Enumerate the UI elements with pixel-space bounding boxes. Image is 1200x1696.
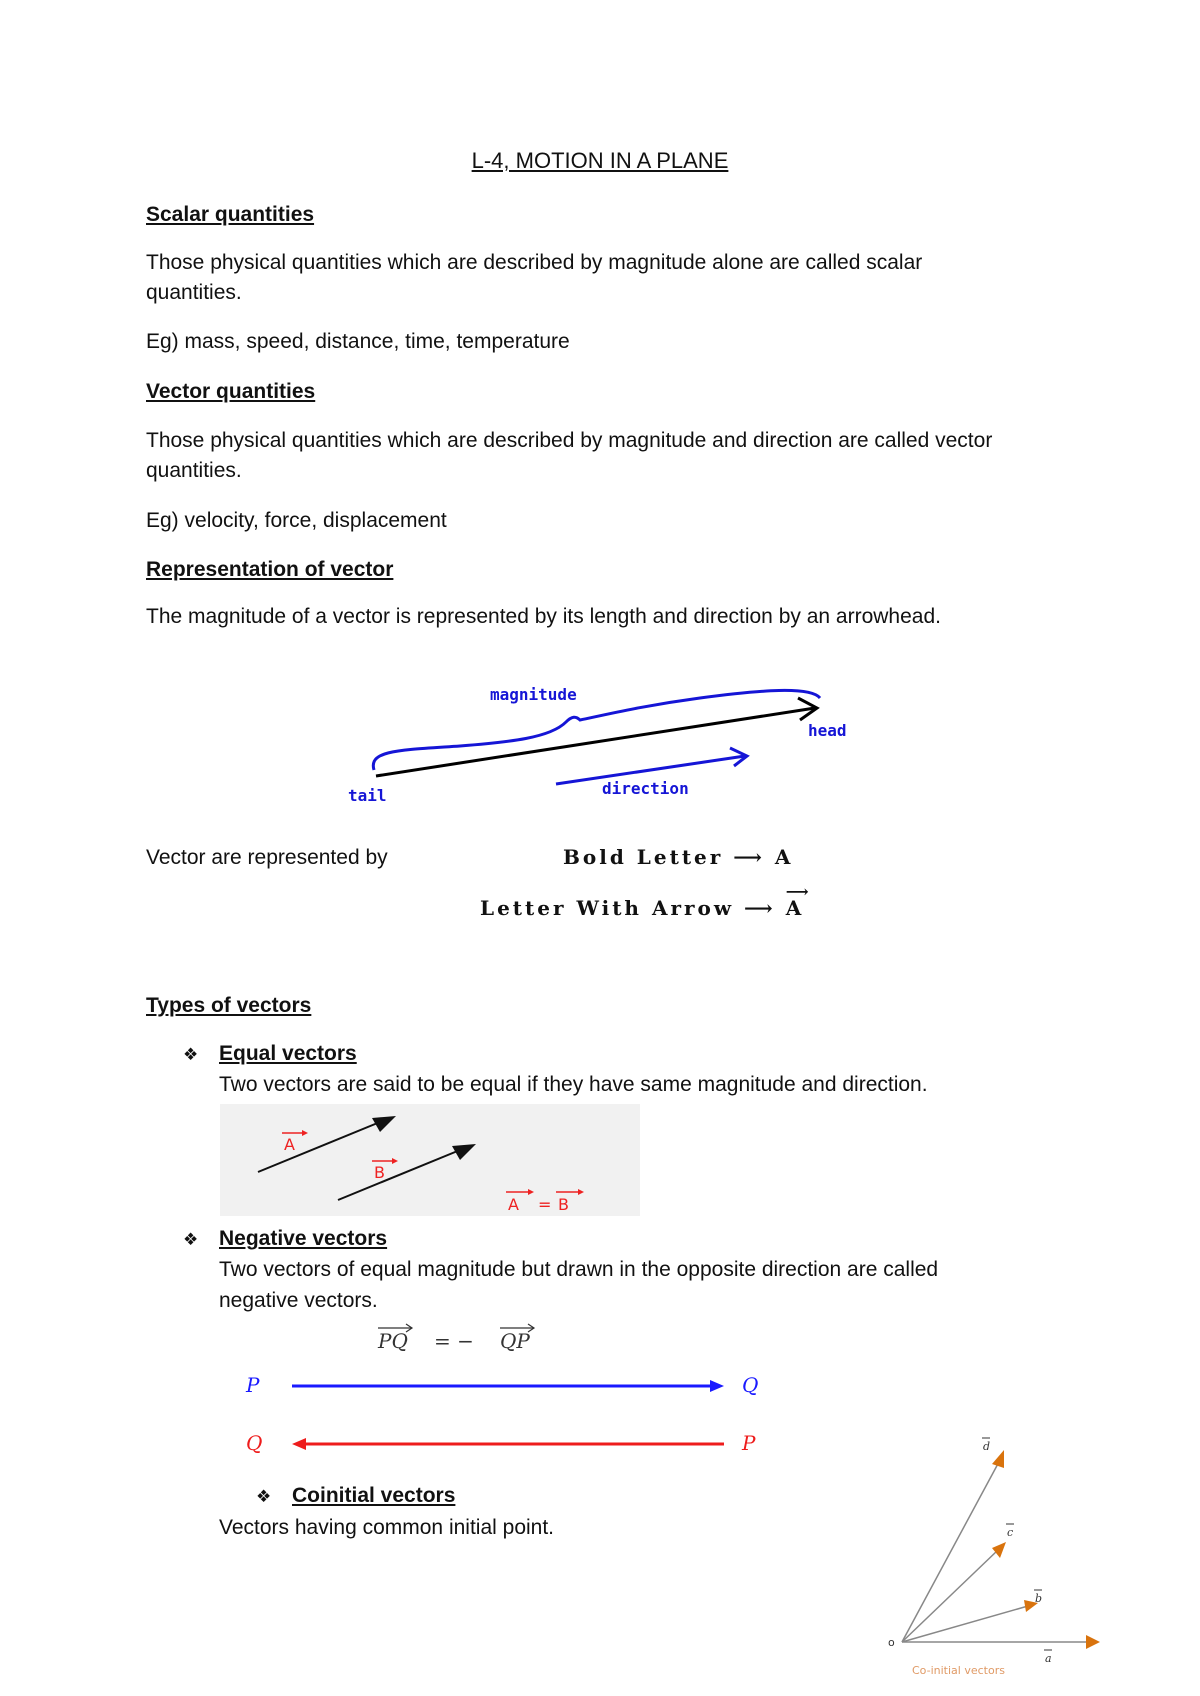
negative-vectors-line2: negative vectors.: [219, 1289, 378, 1312]
vector-a-arrowhead: [372, 1116, 396, 1132]
vector-example: Eg) velocity, force, displacement: [146, 509, 447, 532]
coinitial-label-c: c: [1007, 1526, 1014, 1539]
equal-vectors-svg: [220, 1104, 640, 1216]
coinitial-vectors-text: Vectors having common initial point.: [219, 1516, 555, 1539]
scalar-example: Eg) mass, speed, distance, time, temperature: [146, 330, 570, 353]
eq-sign: =: [538, 1195, 552, 1214]
red-arrowhead: [292, 1438, 306, 1450]
coinitial-vectors-figure: [880, 1430, 1120, 1690]
eq-left: PQ: [378, 1329, 408, 1353]
red-p-label: P: [742, 1431, 756, 1455]
equal-vectors-figure: [220, 1104, 640, 1216]
equal-vectors-text: Two vectors are said to be equal if they have same magnitude and direction.: [219, 1073, 928, 1096]
arrow-letter: [785, 882, 809, 920]
letter-arrow-prefix: Letter With Arrow ⟶: [480, 896, 776, 920]
label-b: B: [374, 1163, 385, 1182]
vector-heading: Vector quantities: [146, 380, 316, 403]
label-a: A: [284, 1135, 295, 1154]
page-title: L-4, MOTION IN A PLANE: [471, 148, 729, 173]
representation-heading: Representation of vector: [146, 558, 394, 581]
negative-vectors-line1: Two vectors of equal magnitude but drawn in the opposite direction are called: [219, 1258, 939, 1281]
eq-a: A: [508, 1195, 519, 1214]
bullet-icon: ❖: [256, 1487, 272, 1506]
eq-mid: = −: [434, 1329, 474, 1353]
tail-label: tail: [348, 786, 387, 805]
magnitude-label: magnitude: [490, 685, 577, 704]
bold-letter-notation: Bold Letter ⟶ A: [563, 845, 794, 869]
bullet-icon: ❖: [183, 1045, 199, 1064]
coinitial-caption: Co-initial vectors: [912, 1664, 1005, 1677]
blue-q-label: Q: [742, 1373, 759, 1397]
head-label: head: [808, 721, 847, 740]
coinitial-label-b: b: [1035, 1592, 1043, 1605]
red-q-label: Q: [246, 1431, 263, 1455]
direction-label: direction: [602, 779, 689, 798]
vector-b-arrowhead: [452, 1144, 476, 1160]
vector-def-line1: Those physical quantities which are described by magnitude and direction are called vector: [146, 429, 993, 452]
blue-p-label: P: [246, 1373, 260, 1397]
coinitial-label-a: a: [1045, 1652, 1052, 1665]
vector-a-arrowhead: [1086, 1635, 1100, 1649]
negative-vectors-diagram: [240, 1370, 800, 1460]
scalar-heading: Scalar quantities: [146, 203, 315, 226]
overarrow-icon: ⟶: [785, 882, 809, 901]
vector-def-line2: quantities.: [146, 459, 242, 482]
equal-vectors-heading: Equal vectors: [219, 1042, 357, 1065]
coinitial-vectors-heading: Coinitial vectors: [292, 1484, 456, 1507]
scalar-def-line2: quantities.: [146, 281, 242, 304]
coinitial-label-d: d: [983, 1440, 991, 1453]
vector-c-arrowhead: [992, 1542, 1006, 1558]
magnitude-brace: [373, 690, 820, 770]
represented-by-text: Vector are represented by: [146, 846, 388, 869]
eq-b: B: [558, 1195, 569, 1214]
types-heading: Types of vectors: [146, 994, 312, 1017]
bullet-icon: ❖: [183, 1230, 199, 1249]
arrow-letter-symbol: A: [785, 896, 805, 920]
vector-d-arrowhead: [992, 1450, 1004, 1468]
origin-label: o: [888, 1636, 895, 1649]
eq-right: QP: [500, 1329, 530, 1353]
vector-diagram: [340, 680, 940, 810]
negative-vectors-equation: [376, 1320, 576, 1360]
negative-vectors-heading: Negative vectors: [219, 1227, 388, 1250]
letter-arrow-notation: [480, 882, 809, 920]
representation-text: The magnitude of a vector is represented by its length and direction by an arrowhead.: [146, 605, 941, 628]
blue-arrowhead: [710, 1380, 724, 1392]
scalar-def-line1: Those physical quantities which are described by magnitude alone are called scalar: [146, 251, 923, 274]
